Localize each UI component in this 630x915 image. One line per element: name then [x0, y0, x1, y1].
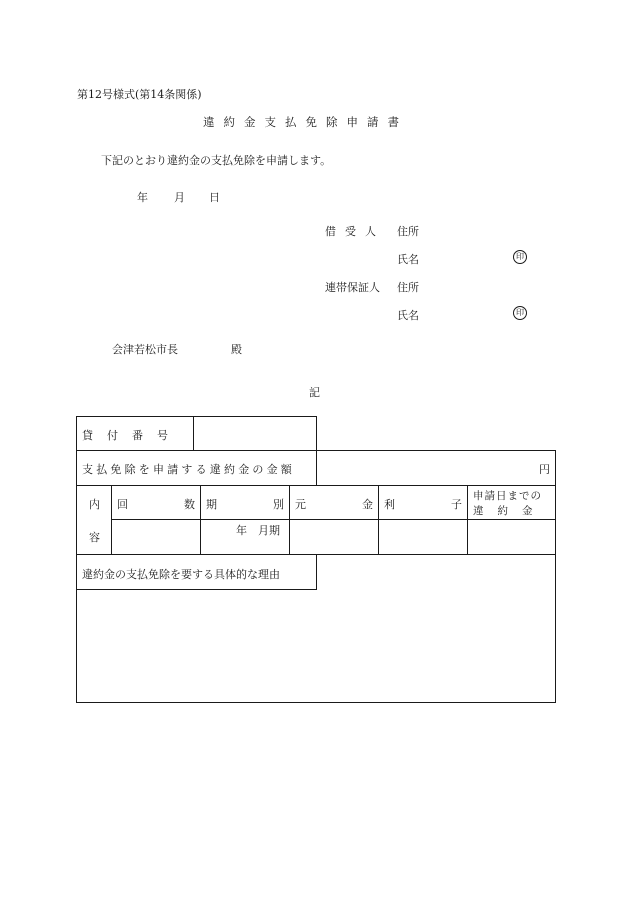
col-ri: 利 [384, 498, 395, 511]
col-ko: 子 [451, 498, 462, 511]
period-value: 年 月期 [236, 524, 280, 537]
guarantor-seal-icon: 印 [513, 306, 527, 320]
date-month: 月 [174, 191, 185, 204]
intro-text: 下記のとおり違約金の支払免除を申請します。 [101, 154, 332, 167]
borrower-address-label: 住所 [397, 225, 419, 238]
naiyou-label-bottom: 容 [89, 531, 100, 544]
reason-label: 違約金の支払免除を要する具体的な理由 [82, 568, 280, 581]
borrower-seal-icon: 印 [513, 250, 527, 264]
date-year: 年 [137, 191, 148, 204]
col-ki: 期 [206, 498, 217, 511]
date-day: 日 [209, 191, 220, 204]
col-moto: 元 [295, 498, 306, 511]
ki-heading: 記 [309, 386, 320, 399]
col-last-line1: 申請日までの [473, 490, 542, 502]
borrower-label: 借受人 [325, 225, 385, 238]
form-number: 第12号様式(第14条関係) [77, 88, 202, 101]
guarantor-name-label: 氏名 [397, 309, 419, 322]
col-last-line2: 違約金 [473, 505, 547, 517]
addressee-name: 会津若松市長 [112, 343, 178, 356]
addressee-honorific: 殿 [231, 343, 242, 356]
col-suu: 数 [184, 498, 195, 511]
document-title: 違約金支払免除申請書 [203, 115, 408, 129]
yen-unit: 円 [539, 463, 550, 476]
guarantor-label: 連帯保証人 [325, 281, 380, 294]
guarantor-address-label: 住所 [397, 281, 419, 294]
loan-number-label: 貸付番号 [82, 429, 182, 442]
borrower-name-label: 氏名 [397, 253, 419, 266]
col-kin: 金 [362, 498, 373, 511]
col-kai: 回 [117, 498, 128, 511]
naiyou-label-top: 内 [89, 498, 100, 511]
col-betsu: 別 [273, 498, 284, 511]
exemption-amount-label: 支払免除を申請する違約金の金額 [82, 463, 295, 476]
